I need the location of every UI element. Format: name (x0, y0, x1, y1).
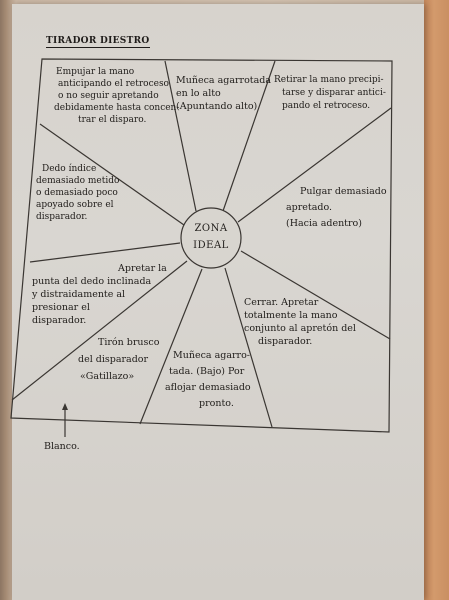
segment-line: aflojar demasiado (165, 382, 251, 393)
segment-line: apoyado sobre el (36, 200, 114, 210)
segment-line: punta del dedo inclinada (32, 276, 152, 287)
segment-line: pronto. (199, 398, 234, 409)
segment-line: o no seguir apretando (58, 91, 159, 101)
segment-line: disparador. (32, 315, 87, 326)
segment-line: Dedo índice (42, 164, 97, 174)
segment-line: «Gatillazo» (80, 371, 135, 382)
segment-bottom-middle (165, 348, 251, 412)
segment-line: Pulgar demasiado (300, 186, 387, 197)
ideal-zone-label (191, 220, 231, 254)
segment-line: disparador. (258, 336, 313, 347)
segment-right-upper (286, 184, 387, 232)
segment-line: Muñeca agarrotada (176, 75, 272, 86)
segment-line: Cerrar. Apretar (244, 297, 319, 308)
ideal-zone-line-2: IDEAL (193, 240, 229, 251)
segment-line: debidamente hasta concen- (54, 103, 180, 113)
segment-line: Tirón brusco (98, 337, 160, 348)
segment-line: tarse y disparar antici- (282, 88, 386, 98)
segment-right-lower (244, 296, 356, 348)
segment-line: o demasiado poco (36, 188, 118, 198)
segment-line: apretado. (286, 202, 333, 213)
page-heading: TIRADOR DIESTRO (46, 36, 150, 46)
segment-line: Empujar la mano (56, 67, 135, 77)
segment-left-lower (30, 262, 167, 327)
segment-line: presionar el (32, 302, 90, 313)
segment-line: tada. (Bajo) Por (169, 366, 245, 377)
pointer-arrowhead (62, 403, 68, 410)
segment-top-right (274, 74, 386, 113)
segment-top-left (54, 66, 179, 126)
segment-line: Apretar la (118, 263, 167, 274)
segment-top-middle (176, 74, 271, 113)
segment-line: demasiado metido (36, 176, 120, 186)
segment-line: del disparador (78, 354, 149, 365)
target-caption: Blanco. (44, 441, 80, 452)
segment-line: totalmente la mano (244, 310, 338, 321)
segment-left-upper (34, 163, 119, 223)
segment-line: Retirar la mano precipi- (274, 75, 384, 85)
segment-line: conjunto al apretón del (244, 323, 356, 334)
segment-line: Muñeca agarro- (173, 350, 251, 361)
segment-line: en lo alto (176, 88, 221, 99)
segment-line: anticipando el retroceso (58, 79, 169, 89)
segment-line: trar el disparo. (78, 115, 147, 125)
segment-line: y distraidamente al (32, 289, 126, 300)
ideal-zone-line-1: ZONA (194, 223, 228, 234)
segment-line: disparador. (36, 212, 88, 222)
segment-line: pando el retroceso. (282, 101, 371, 111)
segment-bottom-left (78, 334, 159, 385)
segment-line: (Hacia adentro) (286, 218, 362, 229)
divider-line (30, 243, 180, 262)
segment-line: (Apuntando alto) (176, 101, 258, 112)
